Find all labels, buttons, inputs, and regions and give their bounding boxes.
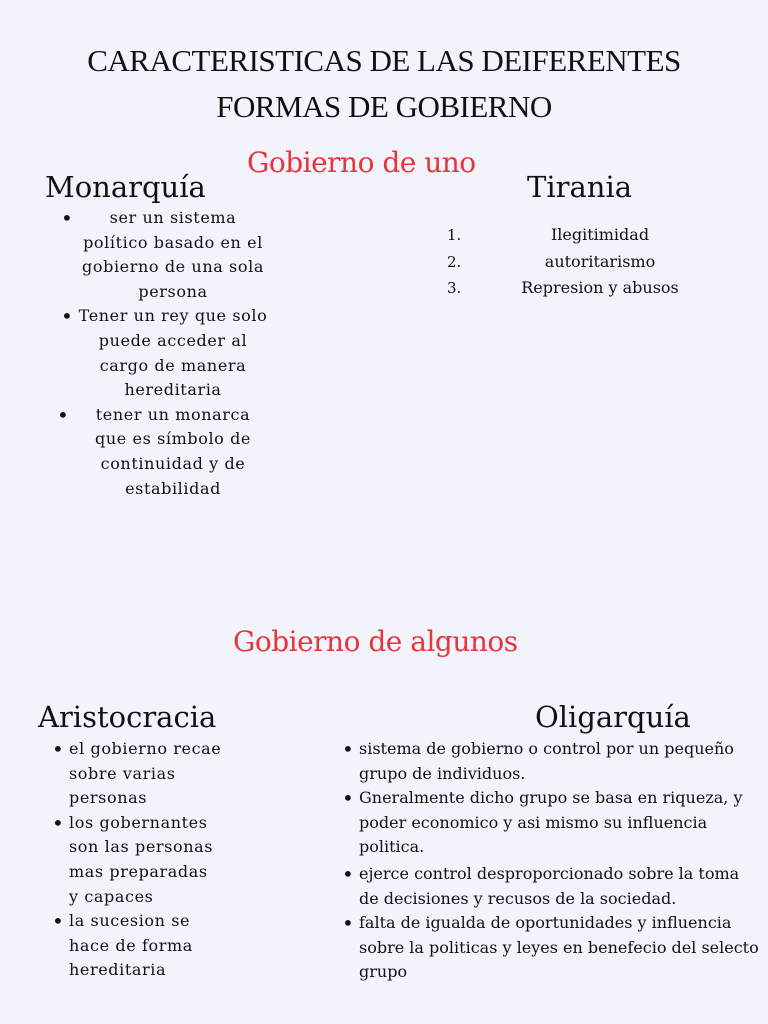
bullet-icon: • — [52, 810, 65, 835]
list-item — [447, 222, 707, 249]
heading-aristocracia: Aristocracia — [38, 700, 217, 734]
list-item — [342, 911, 767, 985]
monarquia-list — [57, 206, 268, 501]
list-item-text: Tener un rey que solo puede acceder al cargo de manera hereditaria — [78, 306, 268, 400]
list-item-number: 3. — [447, 279, 462, 297]
list-item-text: la sucesion se hace de forma hereditaria — [69, 911, 193, 980]
bullet-icon: • — [342, 861, 354, 886]
list-item-text: autoritarismo — [544, 251, 656, 271]
list-item — [447, 249, 707, 276]
list-item-text: ejerce control desproporcionado sobre la toma de decisiones y recusos de la sociedad. — [359, 863, 740, 908]
list-item-number: 1. — [447, 226, 462, 244]
list-item — [52, 810, 229, 909]
list-item-text: Represion y abusos — [521, 278, 679, 297]
bullet-icon: • — [61, 304, 74, 329]
list-item — [342, 861, 767, 911]
list-item-text: ser un sistema político basado en el gobierno de una sola persona — [82, 208, 264, 301]
bullet-icon: • — [342, 911, 354, 936]
bullet-icon: • — [61, 206, 74, 230]
oligarquia-list — [342, 737, 767, 985]
page-title — [0, 38, 768, 130]
list-item-text: los gobernantes son las personas mas preparadas y capaces — [69, 812, 214, 906]
list-item-text: falta de igualda de oportunidades y influencia sobre la politicas y leyes en benefecio del selecto grupo — [359, 913, 759, 982]
list-item-number: 2. — [447, 252, 462, 271]
heading-tirania: Tirania — [527, 170, 633, 204]
list-item — [447, 275, 707, 302]
list-item — [57, 402, 268, 501]
section-gobierno-de-algunos: Gobierno de algunos — [233, 625, 518, 658]
bullet-icon: • — [342, 786, 354, 811]
list-item — [61, 206, 268, 304]
list-item — [52, 737, 229, 811]
tirania-list — [447, 222, 707, 302]
list-item — [342, 786, 767, 860]
list-item — [342, 737, 767, 786]
list-item — [61, 304, 268, 402]
list-item-text: Ilegitimidad — [550, 225, 650, 244]
list-item-text: sistema de gobierno o control por un pequeño grupo de individuos. — [359, 739, 734, 783]
bullet-icon: • — [52, 737, 65, 761]
list-item-text: el gobierno recae sobre varias personas — [69, 739, 222, 808]
bullet-icon: • — [342, 737, 354, 761]
bullet-icon: • — [57, 402, 70, 427]
aristocracia-list — [52, 737, 229, 983]
page-title-line-1: CARACTERISTICAS DE LAS DEIFERENTES — [87, 43, 681, 78]
heading-monarquia: Monarquía — [45, 170, 206, 204]
list-item-text: Gneralmente dicho grupo se basa en riqueza, y poder economico y asi mismo su influencia politica. — [359, 788, 743, 857]
list-item — [52, 909, 229, 983]
section-gobierno-de-uno: Gobierno de uno — [247, 146, 476, 179]
list-item-text: tener un monarca que es símbolo de continuidad y de estabilidad — [95, 404, 251, 498]
page-title-line-2: FORMAS DE GOBIERNO — [216, 89, 552, 124]
heading-oligarquia: Oligarquía — [535, 700, 691, 734]
bullet-icon: • — [52, 909, 65, 934]
